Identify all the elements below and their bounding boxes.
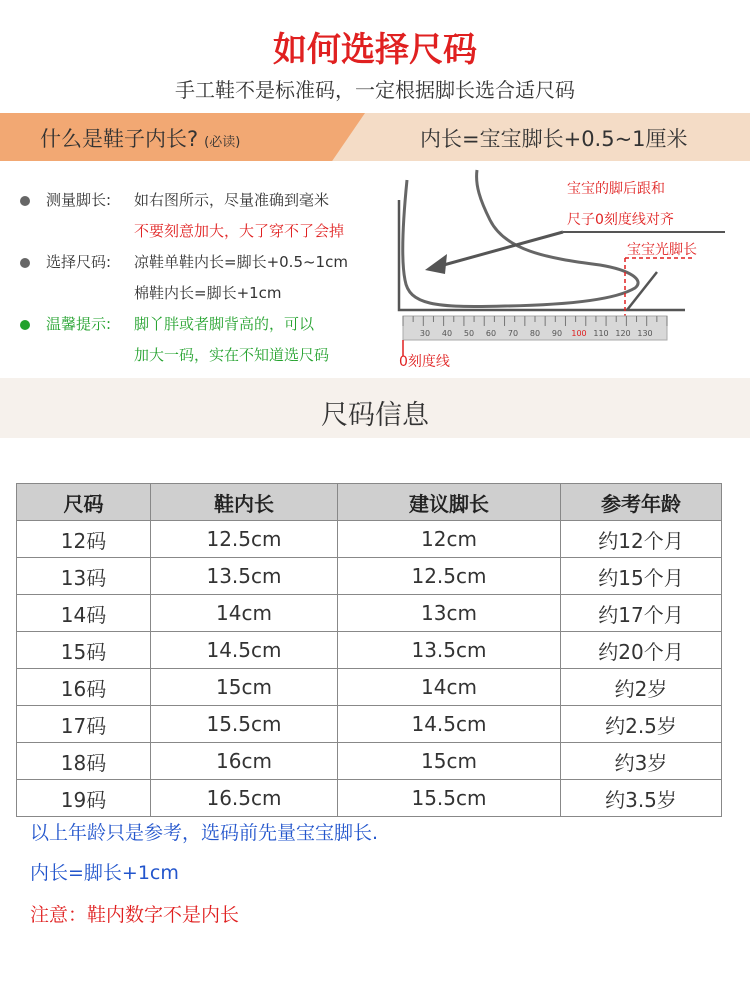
header-size: 尺码 [17,484,151,521]
zero-note: 0刻度线 [399,354,450,370]
green-dot-icon [20,320,30,330]
arrow-head-icon [425,254,447,274]
note-warning: 注意：鞋内数字不是内长 [30,904,240,926]
tip-hint-line2 [20,340,400,371]
cell-foot-length: 14.5cm [338,706,561,743]
header-inner-length: 鞋内长 [151,484,338,521]
note-age-reference: 以上年龄只是参考，选码前先量宝宝脚长. [30,822,379,844]
cell-inner-length: 15.5cm [151,706,338,743]
cell-inner-length: 12.5cm [151,521,338,558]
cell-age: 约12个月 [561,521,722,558]
cell-size: 13码 [17,558,151,595]
ruler-label: 40 [441,329,453,338]
ruler-label: 110 [593,329,609,338]
pointer-arrow-line [440,232,563,266]
tip-measure-label: 测量脚长: [46,191,112,209]
ruler-label: 70 [507,329,519,338]
bullet-dot-icon [20,196,30,206]
foot-measure-diagram [395,160,750,380]
tip-choose-text1: 凉鞋单鞋内长=脚长+0.5~1cm [134,253,348,271]
cell-inner-length: 16cm [151,743,338,780]
heel-note-line2: 尺子0刻度线对齐 [567,212,674,228]
section-title: 尺码信息 [321,400,429,431]
cell-foot-length: 13cm [338,595,561,632]
tips-block [20,185,400,402]
note-inner-formula: 内长=脚长+1cm [30,862,179,884]
tip-hint [20,309,400,340]
tip-measure [20,185,400,216]
cell-size: 15码 [17,632,151,669]
cell-age: 约3.5岁 [561,780,722,817]
banner-question [40,123,240,153]
header-age: 参考年龄 [561,484,722,521]
ruler-label: 60 [485,329,497,338]
table-row [17,706,722,743]
table-row [17,780,722,817]
tip-choose-text2: 棉鞋内长=脚长+1cm [134,284,282,302]
bullet-dot-icon [20,258,30,268]
cell-age: 约2.5岁 [561,706,722,743]
tip-measure-warning: 不要刻意加大，大了穿不了会掉 [134,222,345,240]
cell-inner-length: 14cm [151,595,338,632]
table-row [17,669,722,706]
info-banner [0,113,750,161]
cell-foot-length: 15.5cm [338,780,561,817]
size-table [16,483,722,817]
heel-note-line1: 宝宝的脚后跟和 [567,181,665,197]
tip-choose-label: 选择尺码: [46,253,112,271]
table-row [17,632,722,669]
ruler-label: 130 [637,329,653,338]
cell-size: 12码 [17,521,151,558]
cell-inner-length: 14.5cm [151,632,338,669]
cell-foot-length: 12.5cm [338,558,561,595]
cell-age: 约17个月 [561,595,722,632]
table-row [17,743,722,780]
banner-question-text: 什么是鞋子内长? [40,127,199,151]
tip-hint-text2: 加大一码，实在不知道选尺码 [134,346,330,364]
cell-inner-length: 15cm [151,669,338,706]
cell-foot-length: 13.5cm [338,632,561,669]
ruler-label: 90 [551,329,563,338]
ruler-label: 30 [419,329,431,338]
banner-formula: 内长=宝宝脚长+0.5~1厘米 [420,127,688,151]
cell-foot-length: 12cm [338,521,561,558]
cell-size: 18码 [17,743,151,780]
cell-age: 约3岁 [561,743,722,780]
cell-inner-length: 16.5cm [151,780,338,817]
page-subtitle: 手工鞋不是标准码，一定根据脚长选合适尺码 [175,78,575,102]
ruler-label: 80 [529,329,541,338]
tip-hint-label: 温馨提示: [46,315,112,333]
table-row [17,521,722,558]
cell-inner-length: 13.5cm [151,558,338,595]
cell-foot-length: 15cm [338,743,561,780]
cell-size: 19码 [17,780,151,817]
table-header-row [17,484,722,521]
cell-size: 16码 [17,669,151,706]
tip-measure-text: 如右图所示，尽量准确到毫米 [134,191,330,209]
table-row [17,558,722,595]
tip-choose-line2 [20,278,400,309]
tip-measure-warning-line [20,216,400,247]
ruler-label: 120 [615,329,631,338]
tip-choose [20,247,400,278]
header-foot-length: 建议脚长 [338,484,561,521]
cell-age: 约20个月 [561,632,722,669]
cell-age: 约15个月 [561,558,722,595]
cell-size: 17码 [17,706,151,743]
cell-age: 约2岁 [561,669,722,706]
tip-hint-text1: 脚丫胖或者脚背高的，可以 [134,315,315,333]
ruler-label: 50 [463,329,475,338]
banner-question-note: (必读) [204,135,241,150]
page-title: 如何选择尺码 [273,30,477,70]
cell-foot-length: 14cm [338,669,561,706]
toe-note: 宝宝光脚长 [627,242,697,258]
table-row [17,595,722,632]
ruler-label: 100 [571,329,587,338]
cell-size: 14码 [17,595,151,632]
